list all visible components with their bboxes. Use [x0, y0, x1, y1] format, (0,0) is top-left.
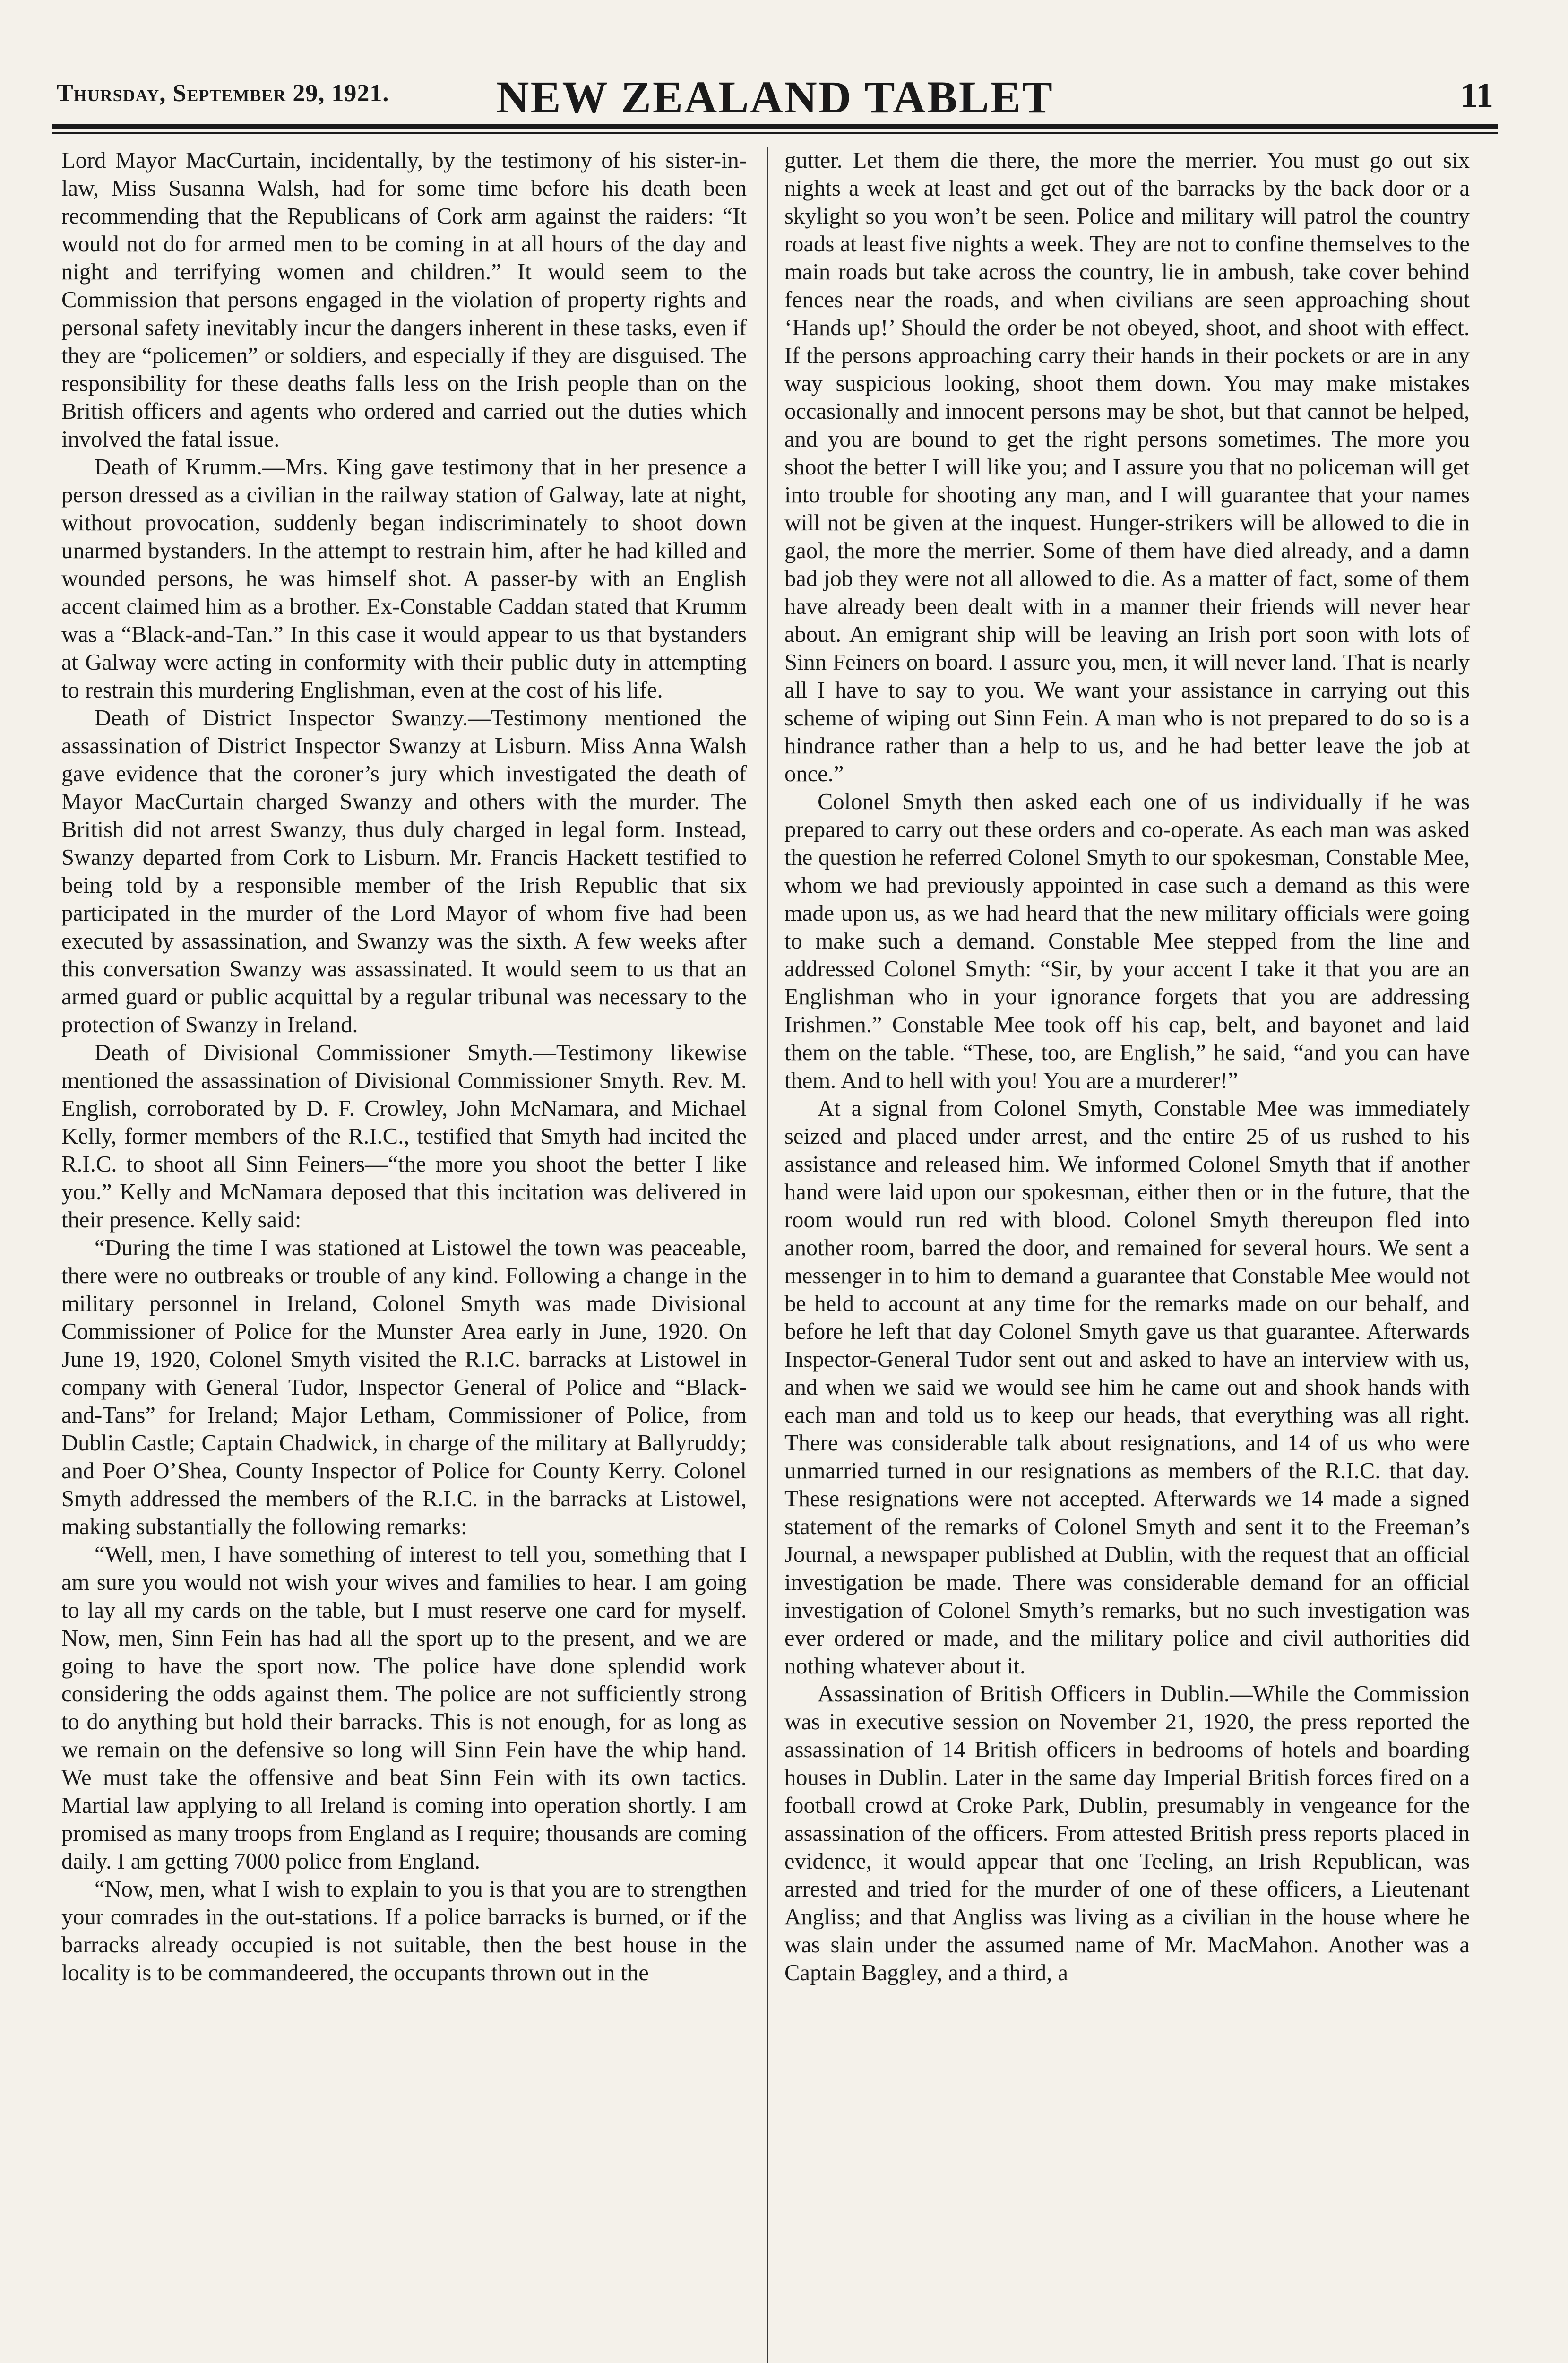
paragraph: “During the time I was stationed at Listowel the town was peaceable, there were no outbreaks or trouble of any kind. Following a change in the military personnel in Ireland, Colonel Smyth was made Divisional Commissioner of Police for the Munster Area early in June, 1920. On June 19, 1920, Colonel Smyth visited the R.I.C. barracks at Listowel in company with General Tudor, Inspector General of Police and “Black-and-Tans” for Ireland; Major Letham, Commissioner of Police, from Dublin Castle; Captain Chadwick, in charge of the military at Ballyruddy; and Poer O’Shea, County Inspector of Police for County Kerry. Colonel Smyth addressed the members of the R.I.C. in the barracks at Listowel, making substantially the following remarks:	[61, 1235, 747, 1539]
column-divider	[767, 147, 768, 2363]
paragraph: Death of Divisional Commissioner Smyth.—Testimony likewise mentioned the assassination of Divisional Commissioner Smyth. Rev. M. English, corroborated by D. F. Crowley, John McNamara, and Michael Kelly, former members of the R.I.C., testified that Smyth had incited the R.I.C. to shoot all Sinn Feiners—“the more you shoot the better I like you.” Kelly and McNamara deposed that this incitation was delivered in their presence. Kelly said:	[61, 1040, 747, 1233]
left-column	[61, 147, 747, 2363]
paragraph: gutter. Let them die there, the more the merrier. You must go out six nights a week at least and get out of the barracks by the back door or a skylight so you won’t be seen. Police and military will patrol the country roads at least five nights a week. They are not to confine themselves to the main roads but take across the country, lie in ambush, take cover behind fences near the roads, and when civilians are seen approaching shout ‘Hands up!’ Should the order be not obeyed, shoot, and shoot with effect. If the persons approaching carry their hands in their pockets or are in any way suspicious looking, shoot them down. You may make mistakes occasionally and innocent persons may be shot, but that cannot be helped, and you are bound to get the right persons sometimes. The more you shoot the better I will like you; and I assure you that no policeman will get into trouble for shooting any man, and I will guarantee that your names will not be given at the inquest. Hunger-strikers will be allowed to die in gaol, the more the merrier. Some of them have died already, and a damn bad job they were not all allowed to die. As a matter of fact, some of them have already been dealt with in a manner their friends will never hear about. An emigrant ship will be leaving an Irish port soon with lots of Sinn Feiners on board. I assure you, men, it will never land. That is nearly all I have to say to you. We want your assistance in carrying out this scheme of wiping out Sinn Fein. A man who is not prepared to do so is a hindrance rather than a help to us, and he had better leave the job at once.”	[784, 147, 1470, 786]
masthead	[57, 57, 1493, 122]
right-column	[784, 147, 1470, 2363]
masthead-rule	[52, 124, 1498, 129]
paragraph: Lord Mayor MacCurtain, incidentally, by the testimony of his sister-in-law, Miss Susanna Walsh, had for some time before his death been recommending that the Republicans of Cork arm against the raiders: “It would not do for armed men to be coming in at all hours of the day and night and terrifying women and children.” It would seem to the Commission that persons engaged in the violation of property rights and personal safety inevitably incur the dangers inherent in these tasks, even if they are “policemen” or soldiers, and especially if they are disguised. The responsibility for these deaths falls less on the Irish people than on the British officers and agents who ordered and carried out the duties which involved the fatal issue.	[61, 147, 747, 452]
paragraph: “Now, men, what I wish to explain to you is that you are to strengthen your comrades in the out-stations. If a police barracks is burned, or if the barracks already occupied is not suitable, then the best house in the locality is to be commandeered, the occupants thrown out in the	[61, 1876, 747, 1985]
publication-title: NEW ZEALAND TABLET	[496, 72, 1054, 122]
paragraph: Colonel Smyth then asked each one of us individually if he was prepared to carry out these orders and co-operate. As each man was asked the question he referred Colonel Smyth to our spokesman, Constable Mee, whom we had previously appointed in case such a demand as this were made upon us, as we had heard that the new military officials were going to make such a demand. Constable Mee stepped from the line and addressed Colonel Smyth: “Sir, by your accent I take it that you are an Englishman who in your ignorance forgets that you are addressing Irishmen.” Constable Mee took off his cap, belt, and bayonet and laid them on the table. “These, too, are English,” he said, “and you can have them. And to hell with you! You are a murderer!”	[784, 789, 1470, 1093]
paragraph: Assassination of British Officers in Dublin.—While the Commission was in executive session on November 21, 1920, the press reported the assassination of 14 British officers in bedrooms of hotels and boarding houses in Dublin. Later in the same day Imperial British forces fired on a football crowd at Croke Park, Dublin, presumably in vengeance for the assassination of the officers. From attested British press reports placed in evidence, it would appear that one Teeling, an Irish Republican, was arrested and tried for the murder of one of these officers, a Lieutenant Angliss; and that Angliss was living as a civilian in the house where he was slain under the assumed name of Mr. MacMahon. Another was a Captain Baggley, and a third, a	[784, 1681, 1470, 1985]
issue-date: Thursday, September 29, 1921.	[57, 80, 389, 107]
page-number: 11	[1460, 76, 1493, 115]
paragraph: Death of Krumm.—Mrs. King gave testimony that in her presence a person dressed as a civilian in the railway station of Galway, late at night, without provocation, suddenly began indiscriminately to shoot down unarmed bystanders. In the attempt to restrain him, after he had killed and wounded persons, he was himself shot. A passer-by with an English accent claimed him as a brother. Ex-Constable Caddan stated that Krumm was a “Black-and-Tan.” In this case it would appear to us that bystanders at Galway were acting in conformity with their public duty in attempting to restrain this murdering Englishman, even at the cost of his life.	[61, 454, 747, 703]
paragraph: “Well, men, I have something of interest to tell you, something that I am sure you would not wish your wives and families to hear. I am going to lay all my cards on the table, but I must reserve one card for myself. Now, men, Sinn Fein has had all the sport up to the present, and we are going to have the sport now. The police have done splendid work considering the odds against them. The police are not sufficiently strong to do anything but hold their barracks. This is not enough, for as long as we remain on the defensive so long will Sinn Fein have the whip hand. We must take the offensive and beat Sinn Fein with its own tactics. Martial law applying to all Ireland is coming into operation shortly. I am promised as many troops from England as I require; thousands are coming daily. I am getting 7000 police from England.	[61, 1542, 747, 1874]
paragraph: At a signal from Colonel Smyth, Constable Mee was immediately seized and placed under arrest, and the entire 25 of us rushed to his assistance and released him. We informed Colonel Smyth that if another hand were laid upon our spokesman, either then or in the future, that the room would run red with blood. Colonel Smyth thereupon fled into another room, barred the door, and remained for several hours. We sent a messenger in to him to demand a guarantee that Constable Mee would not be held to account at any time for the remarks made on our behalf, and before he left that day Colonel Smyth gave us that guarantee. Afterwards Inspector-General Tudor sent out and asked to have an interview with us, and when we said we would see him he came out and shook hands with each man and told us to keep our heads, that everything was all right. There was considerable talk about resignations, and 14 of us who were unmarried turned in our resignations as members of the R.I.C. that day. These resignations were not accepted. Afterwards we 14 made a signed statement of the remarks of Colonel Smyth and sent it to the Freeman’s Journal, a newspaper published at Dublin, with the request that an official investigation be made. There was considerable demand for an official investigation of Colonel Smyth’s remarks, but no such investigation was ever ordered or made, and the military police and civil authorities did nothing whatever about it.	[784, 1095, 1470, 1679]
masthead-rule-thin	[52, 132, 1498, 134]
paragraph: Death of District Inspector Swanzy.—Testimony mentioned the assassination of District Inspector Swanzy at Lisburn. Miss Anna Walsh gave evidence that the coroner’s jury which investigated the death of Mayor MacCurtain charged Swanzy and others with the murder. The British did not arrest Swanzy, thus duly charged in legal form. Instead, Swanzy departed from Cork to Lisburn. Mr. Francis Hackett testified to being told by a responsible member of the Irish Republic that six participated in the murder of the Lord Mayor of whom five had been executed by assassination, and Swanzy was the sixth. A few weeks after this conversation Swanzy was assassinated. It would seem to us that an armed guard or public acquittal by a regular tribunal was necessary to the protection of Swanzy in Ireland.	[61, 705, 747, 1037]
